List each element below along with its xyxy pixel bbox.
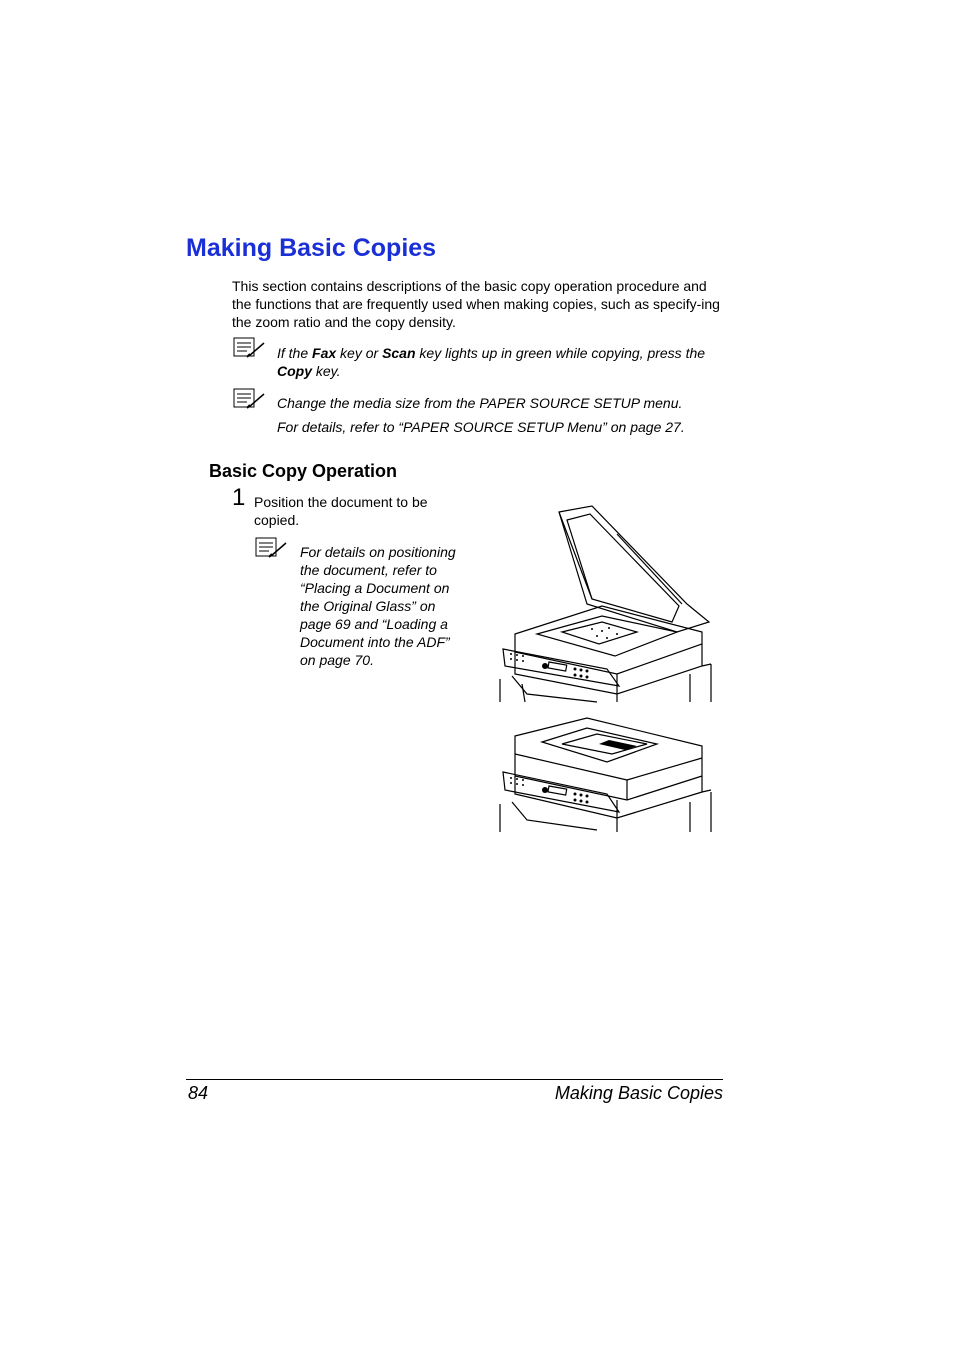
running-title: Making Basic Copies: [554, 1083, 723, 1103]
note-media-size-reference: For details, refer to “PAPER SOURCE SETUP Menu” on page 27.: [277, 419, 685, 435]
copy-key-label: Copy: [277, 363, 312, 379]
note-pencil-icon: [255, 536, 289, 560]
step-note: For details on positioning the document, refer to “Placing a Document on the Original Glass” on page 69 and “Loading a Document into the ADF” on page 70.: [300, 544, 456, 668]
step-text: Position the document to be copied.: [254, 494, 428, 528]
intro-paragraph: This section contains descriptions of the basic copy operation procedure and the functions that are frequently used when making copies, such as specify-ing the zoom ratio and the copy density.: [232, 278, 720, 330]
footer-rule: [186, 1079, 723, 1080]
section-heading: Basic Copy Operation: [209, 461, 398, 481]
note-fax-scan: If the Fax key or Scan key lights up in green while copying, press the Copy key.: [277, 345, 706, 379]
printer-adf-illustration: [497, 714, 715, 834]
scan-key-label: Scan: [382, 345, 416, 361]
note-media-size: Change the media size from the PAPER SOURCE SETUP menu.: [277, 395, 683, 411]
note-pencil-icon: [233, 387, 267, 411]
note-pencil-icon: [233, 336, 267, 360]
step-number: 1: [232, 484, 246, 511]
page-title: Making Basic Copies: [186, 234, 437, 262]
printer-open-lid-illustration: [497, 504, 715, 704]
page-number: 84: [188, 1083, 209, 1103]
fax-key-label: Fax: [312, 345, 337, 361]
